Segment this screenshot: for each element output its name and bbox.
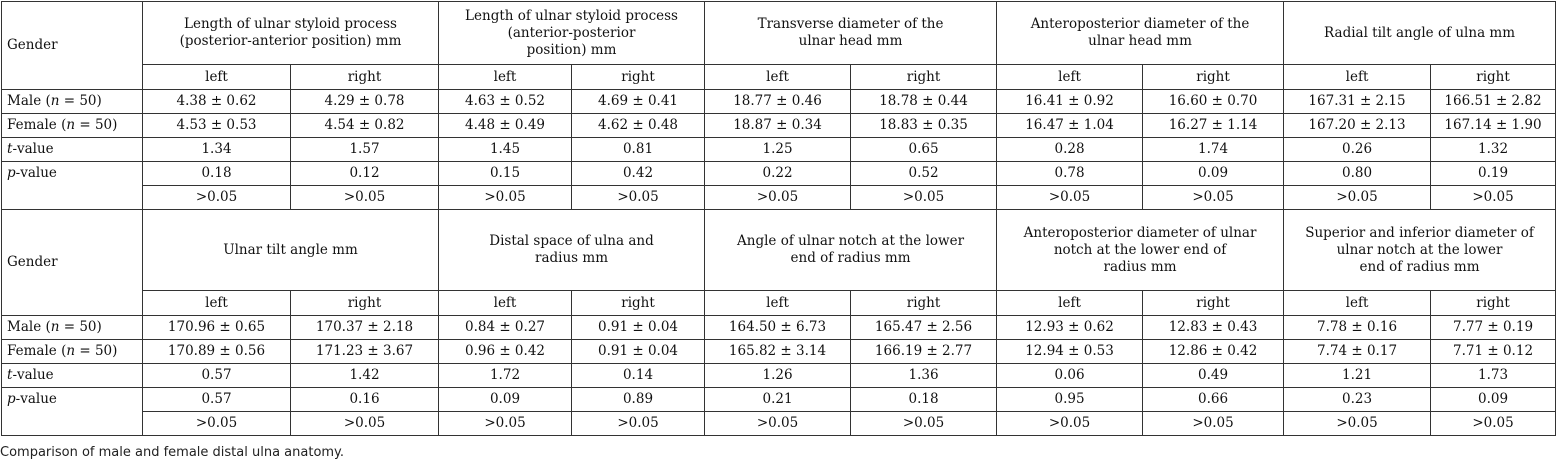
- measure-header-line: Anteroposterior diameter of ulnar: [1023, 224, 1257, 241]
- measure-header-line: Length of ulnar styloid process: [184, 16, 397, 32]
- sig-value-cell: >0.05: [291, 186, 439, 210]
- p-value-cell: 0.12: [291, 162, 439, 186]
- block1-side-row: [2, 65, 1556, 90]
- female-label-part: Female (: [7, 117, 67, 133]
- female-label-part: Female (: [7, 343, 67, 359]
- p-value-cell: 0.22: [705, 162, 851, 186]
- male-value-cell: 7.77 ± 0.19: [1431, 316, 1556, 340]
- measure-header-line: Radial tilt angle of ulna mm: [1324, 24, 1516, 41]
- sig-value-cell: >0.05: [705, 186, 851, 210]
- side-right-label: right: [851, 65, 997, 90]
- block1-sig-row: [2, 186, 1556, 210]
- t-value-label-part: t: [7, 141, 13, 157]
- p-value-label-part: -value: [15, 391, 57, 407]
- female-value-cell: 4.54 ± 0.82: [291, 114, 439, 138]
- sig-value-cell: >0.05: [1284, 412, 1431, 436]
- male-label-part: Male (: [7, 319, 51, 335]
- t-value-cell: 1.36: [851, 364, 997, 388]
- side-left-label: left: [439, 291, 572, 316]
- sig-value-cell: >0.05: [1431, 186, 1556, 210]
- p-value-cell: 0.52: [851, 162, 997, 186]
- measure-header: [997, 210, 1284, 291]
- male-label-part: = 50): [59, 93, 102, 109]
- sig-value-cell: >0.05: [1143, 412, 1284, 436]
- t-value-cell: 0.28: [997, 138, 1143, 162]
- block1-female-row: [2, 114, 1556, 138]
- p-value-cell: 0.18: [143, 162, 291, 186]
- male-value-cell: 166.51 ± 2.82: [1431, 90, 1556, 114]
- p-value-cell: 0.80: [1284, 162, 1431, 186]
- male-value-cell: 167.31 ± 2.15: [1284, 90, 1431, 114]
- male-value-cell: 16.60 ± 0.70: [1143, 90, 1284, 114]
- t-value-cell: 0.26: [1284, 138, 1431, 162]
- female-value-cell: 12.94 ± 0.53: [997, 340, 1143, 364]
- female-value-cell: 7.71 ± 0.12: [1431, 340, 1556, 364]
- t-value-cell: 1.34: [143, 138, 291, 162]
- male-value-cell: 170.37 ± 2.18: [291, 316, 439, 340]
- measure-header-line: Anteroposterior diameter of the: [1030, 16, 1250, 32]
- female-value-cell: 166.19 ± 2.77: [851, 340, 997, 364]
- measure-header-line: radius mm: [1103, 258, 1177, 275]
- side-left-label: left: [439, 65, 572, 90]
- female-value-cell: 4.62 ± 0.48: [572, 114, 705, 138]
- block2-t-row: [2, 364, 1556, 388]
- t-value-label: [2, 138, 143, 162]
- side-right-label: right: [291, 65, 439, 90]
- p-value-cell: 0.19: [1431, 162, 1556, 186]
- side-right-label: right: [291, 291, 439, 316]
- block1-header-row: [2, 2, 1556, 65]
- side-right-label: right: [1143, 291, 1284, 316]
- male-label-part: n: [50, 93, 60, 109]
- measure-header-line: Length of ulnar styloid process: [465, 7, 678, 24]
- t-value-cell: 1.73: [1431, 364, 1556, 388]
- measure-header: [997, 2, 1284, 65]
- male-value-cell: 7.78 ± 0.16: [1284, 316, 1431, 340]
- male-label: [2, 90, 143, 114]
- male-value-cell: 12.93 ± 0.62: [997, 316, 1143, 340]
- t-value-cell: 0.81: [572, 138, 705, 162]
- table-caption: Comparison of male and female distal ulna anatomy.: [0, 445, 345, 460]
- female-label-part: = 50): [75, 117, 118, 133]
- side-right-label: right: [1431, 291, 1556, 316]
- p-value-label-part: p: [7, 165, 16, 181]
- t-value-cell: 1.42: [291, 364, 439, 388]
- female-value-cell: 0.96 ± 0.42: [439, 340, 572, 364]
- side-right-label: right: [1431, 65, 1556, 90]
- measure-header-line: (posterior-anterior position) mm: [179, 33, 402, 49]
- female-label: [2, 340, 143, 364]
- measure-header-line: Distal space of ulna and: [489, 233, 654, 249]
- male-value-cell: 0.91 ± 0.04: [572, 316, 705, 340]
- female-value-cell: 7.74 ± 0.17: [1284, 340, 1431, 364]
- male-value-cell: 0.84 ± 0.27: [439, 316, 572, 340]
- measure-header: [439, 2, 705, 65]
- t-value-cell: 1.74: [1143, 138, 1284, 162]
- gender-header: Gender: [2, 2, 143, 90]
- p-value-label-part: -value: [15, 165, 57, 181]
- side-right-label: right: [572, 65, 705, 90]
- measure-header-line: position) mm: [526, 41, 617, 58]
- p-value-label-part: p: [7, 391, 16, 407]
- measure-header-line: Ulnar tilt angle mm: [223, 241, 358, 258]
- table-body: [2, 2, 1556, 436]
- p-value-cell: 0.42: [572, 162, 705, 186]
- p-value-cell: 0.16: [291, 388, 439, 412]
- sig-value-cell: >0.05: [705, 412, 851, 436]
- side-left-label: left: [997, 65, 1143, 90]
- t-value-label-part: -value: [12, 367, 54, 383]
- t-value-cell: 0.57: [143, 364, 291, 388]
- comparison-table: [1, 1, 1556, 436]
- measure-header: [143, 210, 439, 291]
- female-value-cell: 165.82 ± 3.14: [705, 340, 851, 364]
- block2-side-row: [2, 291, 1556, 316]
- measure-header-line: ulnar head mm: [1088, 33, 1192, 49]
- p-value-cell: 0.57: [143, 388, 291, 412]
- sig-value-cell: >0.05: [1431, 412, 1556, 436]
- t-value-cell: 0.06: [997, 364, 1143, 388]
- measure-header-line: ulnar notch at the lower: [1336, 241, 1503, 258]
- side-left-label: left: [1284, 291, 1431, 316]
- measure-header-line: (anterior-posterior: [507, 24, 636, 41]
- block2-p-row: [2, 388, 1556, 412]
- male-label-part: n: [50, 319, 60, 335]
- female-label: [2, 114, 143, 138]
- t-value-cell: 1.57: [291, 138, 439, 162]
- male-value-cell: 18.77 ± 0.46: [705, 90, 851, 114]
- p-value-cell: 0.09: [1143, 162, 1284, 186]
- sig-value-cell: >0.05: [143, 186, 291, 210]
- p-value-cell: 0.66: [1143, 388, 1284, 412]
- t-value-cell: 1.21: [1284, 364, 1431, 388]
- female-value-cell: 167.20 ± 2.13: [1284, 114, 1431, 138]
- female-value-cell: 16.27 ± 1.14: [1143, 114, 1284, 138]
- male-value-cell: 4.29 ± 0.78: [291, 90, 439, 114]
- male-value-cell: 165.47 ± 2.56: [851, 316, 997, 340]
- measure-header-line: end of radius mm: [1359, 258, 1480, 275]
- block1-t-row: [2, 138, 1556, 162]
- male-value-cell: 170.96 ± 0.65: [143, 316, 291, 340]
- p-value-cell: 0.89: [572, 388, 705, 412]
- male-value-cell: 4.38 ± 0.62: [143, 90, 291, 114]
- p-value-cell: 0.78: [997, 162, 1143, 186]
- p-value-label: [2, 388, 143, 436]
- male-value-cell: 4.63 ± 0.52: [439, 90, 572, 114]
- p-value-cell: 0.09: [439, 388, 572, 412]
- measure-header-line: end of radius mm: [790, 250, 911, 266]
- sig-value-cell: >0.05: [1284, 186, 1431, 210]
- t-value-cell: 1.72: [439, 364, 572, 388]
- female-label-part: n: [66, 117, 76, 133]
- side-right-label: right: [851, 291, 997, 316]
- sig-value-cell: >0.05: [291, 412, 439, 436]
- measure-header-line: radius mm: [535, 250, 608, 266]
- measure-header: [439, 210, 705, 291]
- male-label: [2, 316, 143, 340]
- sig-value-cell: >0.05: [997, 412, 1143, 436]
- t-value-label: [2, 364, 143, 388]
- measure-header: [705, 2, 997, 65]
- sig-value-cell: >0.05: [851, 412, 997, 436]
- p-value-label: [2, 162, 143, 210]
- gender-header: Gender: [2, 210, 143, 316]
- sig-value-cell: >0.05: [439, 412, 572, 436]
- measure-header: [705, 210, 997, 291]
- measure-header-line: notch at the lower end of: [1053, 241, 1227, 258]
- p-value-cell: 0.23: [1284, 388, 1431, 412]
- side-left-label: left: [705, 65, 851, 90]
- sig-value-cell: >0.05: [572, 186, 705, 210]
- side-left-label: left: [1284, 65, 1431, 90]
- male-value-cell: 16.41 ± 0.92: [997, 90, 1143, 114]
- p-value-cell: 0.21: [705, 388, 851, 412]
- side-right-label: right: [1143, 65, 1284, 90]
- male-value-cell: 12.83 ± 0.43: [1143, 316, 1284, 340]
- female-label-part: n: [66, 343, 76, 359]
- female-value-cell: 16.47 ± 1.04: [997, 114, 1143, 138]
- male-value-cell: 18.78 ± 0.44: [851, 90, 997, 114]
- side-right-label: right: [572, 291, 705, 316]
- sig-value-cell: >0.05: [851, 186, 997, 210]
- sig-value-cell: >0.05: [143, 412, 291, 436]
- t-value-cell: 0.65: [851, 138, 997, 162]
- side-left-label: left: [143, 65, 291, 90]
- measure-header-line: Transverse diameter of the: [757, 16, 944, 32]
- side-left-label: left: [705, 291, 851, 316]
- sig-value-cell: >0.05: [439, 186, 572, 210]
- p-value-cell: 0.18: [851, 388, 997, 412]
- side-left-label: left: [143, 291, 291, 316]
- block1-p-row: [2, 162, 1556, 186]
- male-label-part: Male (: [7, 93, 51, 109]
- measure-header: [1284, 2, 1556, 65]
- sig-value-cell: >0.05: [1143, 186, 1284, 210]
- block2-header-row: [2, 210, 1556, 291]
- measure-header-line: Angle of ulnar notch at the lower: [737, 233, 965, 249]
- female-value-cell: 4.53 ± 0.53: [143, 114, 291, 138]
- t-value-cell: 0.14: [572, 364, 705, 388]
- sig-value-cell: >0.05: [997, 186, 1143, 210]
- t-value-cell: 0.49: [1143, 364, 1284, 388]
- measure-header-line: Superior and inferior diameter of: [1305, 224, 1534, 241]
- t-value-label-part: t: [7, 367, 13, 383]
- female-label-part: = 50): [75, 343, 118, 359]
- t-value-label-part: -value: [12, 141, 54, 157]
- female-value-cell: 18.87 ± 0.34: [705, 114, 851, 138]
- block1-male-row: [2, 90, 1556, 114]
- measure-header: [143, 2, 439, 65]
- block2-male-row: [2, 316, 1556, 340]
- male-value-cell: 4.69 ± 0.41: [572, 90, 705, 114]
- t-value-cell: 1.25: [705, 138, 851, 162]
- side-left-label: left: [997, 291, 1143, 316]
- t-value-cell: 1.32: [1431, 138, 1556, 162]
- block2-sig-row: [2, 412, 1556, 436]
- female-value-cell: 170.89 ± 0.56: [143, 340, 291, 364]
- sig-value-cell: >0.05: [572, 412, 705, 436]
- female-value-cell: 4.48 ± 0.49: [439, 114, 572, 138]
- t-value-cell: 1.45: [439, 138, 572, 162]
- female-value-cell: 12.86 ± 0.42: [1143, 340, 1284, 364]
- female-value-cell: 171.23 ± 3.67: [291, 340, 439, 364]
- female-value-cell: 167.14 ± 1.90: [1431, 114, 1556, 138]
- male-value-cell: 164.50 ± 6.73: [705, 316, 851, 340]
- p-value-cell: 0.15: [439, 162, 572, 186]
- p-value-cell: 0.09: [1431, 388, 1556, 412]
- male-label-part: = 50): [59, 319, 102, 335]
- female-value-cell: 0.91 ± 0.04: [572, 340, 705, 364]
- female-value-cell: 18.83 ± 0.35: [851, 114, 997, 138]
- measure-header: [1284, 210, 1556, 291]
- p-value-cell: 0.95: [997, 388, 1143, 412]
- t-value-cell: 1.26: [705, 364, 851, 388]
- measure-header-line: ulnar head mm: [798, 33, 903, 49]
- block2-female-row: [2, 340, 1556, 364]
